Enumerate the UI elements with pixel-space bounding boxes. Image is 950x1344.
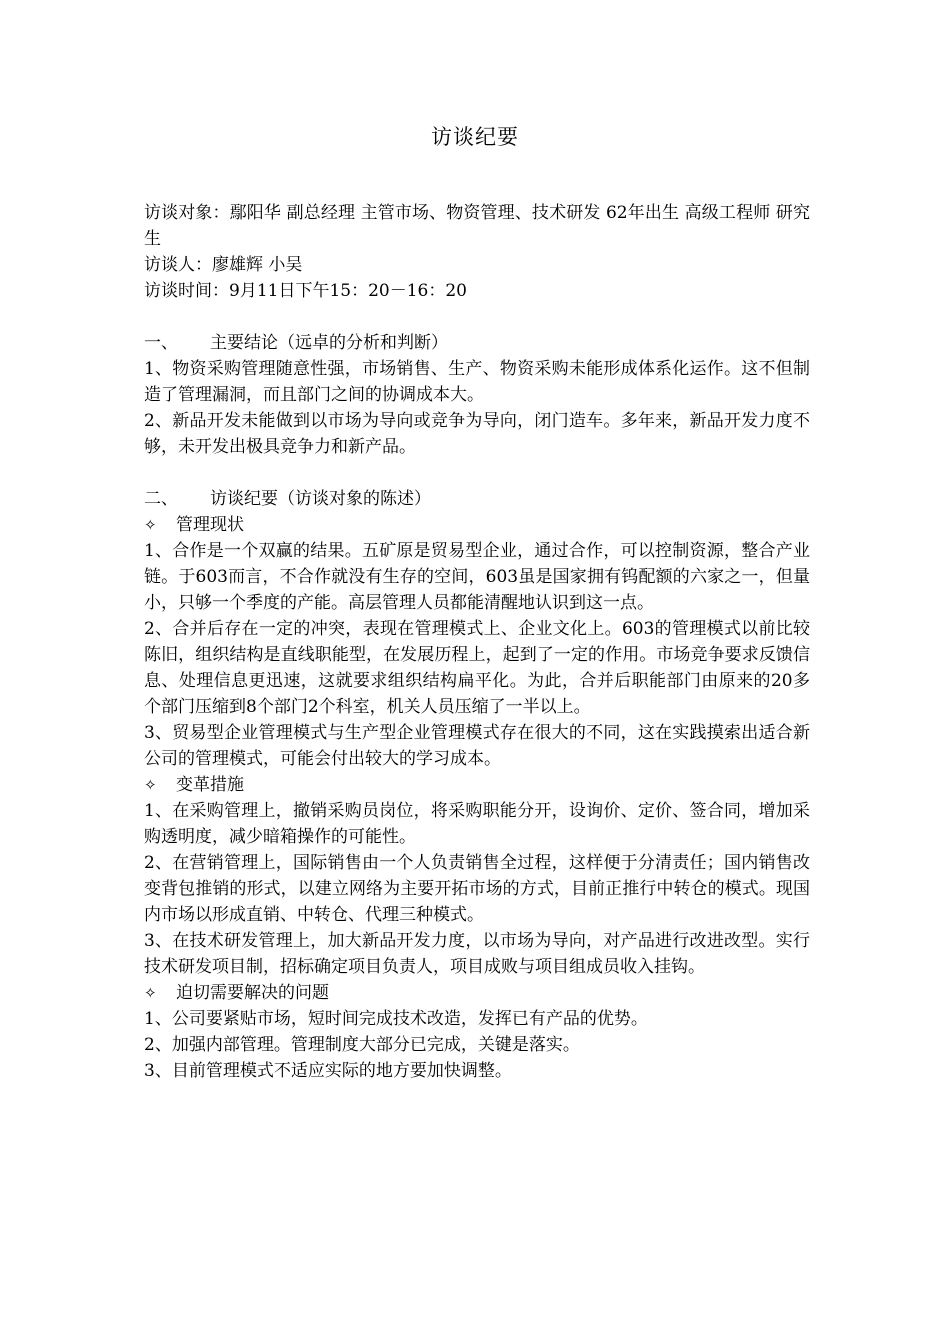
spacer: [144, 460, 810, 486]
measure-item: 1、在采购管理上，撤销采购员岗位，将采购职能分开，设询价、定价、签合同，增加采购透明度，减少暗箱操作的可能性。: [144, 801, 810, 847]
issue-item: 1、公司要紧贴市场，短时间完成技术改造，发挥已有产品的优势。: [144, 1009, 648, 1029]
conclusion-item: 1、物资采购管理随意性强，市场销售、生产、物资采购未能形成体系化运作。这不但制造了管理漏洞，而且部门之间的协调成本大。: [144, 359, 810, 405]
section-number: 一、: [144, 333, 178, 353]
interview-time: 访谈时间：9月11日下午15：20－16：20: [144, 281, 467, 301]
issue-item: 3、目前管理模式不适应实际的地方要加快调整。: [144, 1061, 512, 1081]
status-item: 2、合并后存在一定的冲突，表现在管理模式上、企业文化上。603的管理模式以前比较陈旧，组织结构是直线职能型，在发展历程上，起到了一定的作用。市场竞争要求反馈信息、处理信息更迅速，这就要求组织结构扁平化。为此，合并后职能部门由原来的20多个部门压缩到8个部门2个科室，机关人员压缩了一半以上。: [144, 619, 810, 717]
subheading-label: 管理现状: [176, 515, 244, 535]
document-body: [144, 200, 810, 1084]
diamond-bullet-icon: ✧: [144, 776, 157, 794]
measure-item: 3、在技术研发管理上，加大新品开发力度，以市场为导向，对产品进行改进改型。实行技术研发项目制，招标确定项目负责人，项目成败与项目组成员收入挂钩。: [144, 931, 810, 977]
section-heading-minutes: [144, 486, 810, 512]
conclusion-item: 2、新品开发未能做到以市场为导向或竞争为导向，闭门造车。多年来，新品开发力度不够，未开发出极具竞争力和新产品。: [144, 411, 810, 457]
subheading-label: 变革措施: [176, 775, 244, 795]
subheading-urgent-issues: [144, 980, 810, 1006]
subheading-reform-measures: [144, 772, 810, 798]
issue-item: 2、加强内部管理。管理制度大部分已完成，关键是落实。: [144, 1035, 580, 1055]
subheading-current-status: [144, 512, 810, 538]
section-number: 二、: [144, 489, 178, 509]
page-title: 访谈纪要: [431, 125, 519, 149]
diamond-bullet-icon: ✧: [144, 516, 157, 534]
subheading-label: 迫切需要解决的问题: [176, 983, 329, 1003]
spacer: [144, 304, 810, 330]
interviewer: 访谈人：廖雄辉 小吴: [144, 255, 303, 275]
measure-item: 2、在营销管理上，国际销售由一个人负责销售全过程，这样便于分清责任；国内销售改变背包推销的形式，以建立网络为主要开拓市场的方式，目前正推行中转仓的模式。现国内市场以形成直销、中转仓、代理三种模式。: [144, 853, 810, 925]
interview-subject: 访谈对象：鄢阳华 副总经理 主管市场、物资管理、技术研发 62年出生 高级工程师 研究生: [144, 203, 810, 249]
status-item: 3、贸易型企业管理模式与生产型企业管理模式存在很大的不同，这在实践摸索出适合新公司的管理模式，可能会付出较大的学习成本。: [144, 723, 810, 769]
section-title: 访谈纪要（访谈对象的陈述）: [210, 489, 431, 509]
diamond-bullet-icon: ✧: [144, 984, 157, 1002]
section-title: 主要结论（远卓的分析和判断）: [210, 333, 448, 353]
status-item: 1、合作是一个双赢的结果。五矿原是贸易型企业，通过合作，可以控制资源，整合产业链。于603而言，不合作就没有生存的空间，603虽是国家拥有钨配额的六家之一，但量小，只够一个季度的产能。高层管理人员都能清醒地认识到这一点。: [144, 541, 810, 613]
section-heading-conclusions: [144, 330, 810, 356]
